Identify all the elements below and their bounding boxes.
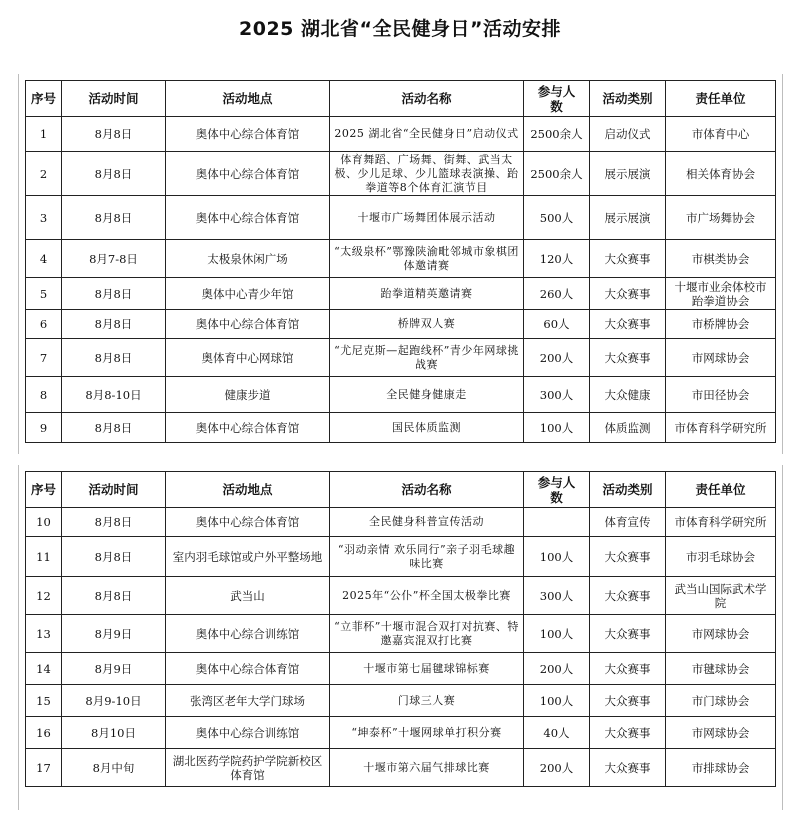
header-time: 活动时间 bbox=[62, 472, 166, 508]
cell-location: 奥体育中心网球馆 bbox=[166, 339, 330, 377]
table-row bbox=[26, 310, 776, 339]
header-activity-name: 活动名称 bbox=[330, 81, 524, 117]
cell-index: 16 bbox=[26, 717, 62, 749]
cell-index: 1 bbox=[26, 117, 62, 152]
table-row bbox=[26, 117, 776, 152]
cell-index: 10 bbox=[26, 508, 62, 537]
table-row bbox=[26, 615, 776, 653]
cell-participants bbox=[524, 508, 590, 537]
cell-participants: 300人 bbox=[524, 577, 590, 615]
header-participants: 参与人数 bbox=[524, 81, 590, 117]
header-location: 活动地点 bbox=[166, 81, 330, 117]
cell-category: 大众赛事 bbox=[590, 537, 666, 577]
cell-participants: 500人 bbox=[524, 196, 590, 240]
cell-activity-name: “坤泰杯”十堰网球单打积分赛 bbox=[330, 717, 524, 749]
cell-category: 体质监测 bbox=[590, 413, 666, 443]
cell-activity-name: 体育舞蹈、广场舞、街舞、武当太极、少儿足球、少儿篮球表演操、跆拳道等8个体育汇演节目 bbox=[330, 152, 524, 196]
cell-time: 8月8日 bbox=[62, 152, 166, 196]
cell-time: 8月8日 bbox=[62, 508, 166, 537]
cell-time: 8月9-10日 bbox=[62, 685, 166, 717]
table-row bbox=[26, 196, 776, 240]
cell-responsible-unit: 武当山国际武术学院 bbox=[666, 577, 776, 615]
table-row bbox=[26, 152, 776, 196]
table-row bbox=[26, 537, 776, 577]
cell-activity-name: “羽动亲情 欢乐同行”亲子羽毛球趣味比赛 bbox=[330, 537, 524, 577]
cell-index: 13 bbox=[26, 615, 62, 653]
cell-participants: 200人 bbox=[524, 339, 590, 377]
cell-time: 8月中旬 bbox=[62, 749, 166, 787]
cell-location: 奥体中心综合体育馆 bbox=[166, 310, 330, 339]
cell-time: 8月7-8日 bbox=[62, 240, 166, 278]
cell-participants: 100人 bbox=[524, 537, 590, 577]
cell-activity-name: 十堰市第六届气排球比赛 bbox=[330, 749, 524, 787]
cell-responsible-unit: 十堰市业余体校市跆拳道协会 bbox=[666, 278, 776, 310]
cell-activity-name: “太级泉杯”鄂豫陕渝毗邻城市象棋团体邀请赛 bbox=[330, 240, 524, 278]
cell-index: 4 bbox=[26, 240, 62, 278]
cell-activity-name: 跆拳道精英邀请赛 bbox=[330, 278, 524, 310]
cell-location: 湖北医药学院药护学院新校区体育馆 bbox=[166, 749, 330, 787]
table-row bbox=[26, 653, 776, 685]
cell-responsible-unit: 市网球协会 bbox=[666, 615, 776, 653]
cell-activity-name: 全民健身科普宣传活动 bbox=[330, 508, 524, 537]
cell-location: 奥体中心综合体育馆 bbox=[166, 196, 330, 240]
cell-participants: 2500余人 bbox=[524, 117, 590, 152]
table-row bbox=[26, 278, 776, 310]
cell-participants: 200人 bbox=[524, 653, 590, 685]
cell-participants: 260人 bbox=[524, 278, 590, 310]
cell-index: 2 bbox=[26, 152, 62, 196]
header-location: 活动地点 bbox=[166, 472, 330, 508]
cell-time: 8月8日 bbox=[62, 310, 166, 339]
schedule-panel-1 bbox=[18, 74, 783, 454]
cell-time: 8月8日 bbox=[62, 577, 166, 615]
cell-time: 8月9日 bbox=[62, 653, 166, 685]
cell-location: 奥体中心综合训练馆 bbox=[166, 717, 330, 749]
table-row bbox=[26, 749, 776, 787]
cell-time: 8月9日 bbox=[62, 615, 166, 653]
cell-activity-name: 全民健身健康走 bbox=[330, 377, 524, 413]
cell-index: 17 bbox=[26, 749, 62, 787]
table-header-row bbox=[26, 81, 776, 117]
cell-location: 奥体中心综合体育馆 bbox=[166, 653, 330, 685]
header-responsible-unit: 责任单位 bbox=[666, 472, 776, 508]
cell-participants: 300人 bbox=[524, 377, 590, 413]
cell-participants: 100人 bbox=[524, 413, 590, 443]
cell-location: 奥体中心综合体育馆 bbox=[166, 508, 330, 537]
cell-responsible-unit: 市广场舞协会 bbox=[666, 196, 776, 240]
cell-category: 大众赛事 bbox=[590, 278, 666, 310]
header-category: 活动类别 bbox=[590, 472, 666, 508]
cell-time: 8月8日 bbox=[62, 278, 166, 310]
cell-index: 11 bbox=[26, 537, 62, 577]
cell-location: 奥体中心综合体育馆 bbox=[166, 117, 330, 152]
cell-activity-name: 桥牌双人赛 bbox=[330, 310, 524, 339]
header-index: 序号 bbox=[26, 81, 62, 117]
cell-location: 奥体中心青少年馆 bbox=[166, 278, 330, 310]
cell-location: 室内羽毛球馆或户外平整场地 bbox=[166, 537, 330, 577]
table-row bbox=[26, 685, 776, 717]
cell-index: 12 bbox=[26, 577, 62, 615]
cell-index: 9 bbox=[26, 413, 62, 443]
schedule-table-1 bbox=[25, 80, 776, 443]
header-participants: 参与人数 bbox=[524, 472, 590, 508]
cell-activity-name: 国民体质监测 bbox=[330, 413, 524, 443]
table-row bbox=[26, 717, 776, 749]
cell-category: 大众健康 bbox=[590, 377, 666, 413]
cell-category: 大众赛事 bbox=[590, 577, 666, 615]
cell-location: 张湾区老年大学门球场 bbox=[166, 685, 330, 717]
cell-category: 体育宣传 bbox=[590, 508, 666, 537]
cell-participants: 100人 bbox=[524, 685, 590, 717]
cell-category: 展示展演 bbox=[590, 152, 666, 196]
header-time: 活动时间 bbox=[62, 81, 166, 117]
cell-participants: 100人 bbox=[524, 615, 590, 653]
cell-participants: 60人 bbox=[524, 310, 590, 339]
cell-location: 奥体中心综合训练馆 bbox=[166, 615, 330, 653]
cell-time: 8月10日 bbox=[62, 717, 166, 749]
cell-category: 大众赛事 bbox=[590, 749, 666, 787]
cell-responsible-unit: 市网球协会 bbox=[666, 717, 776, 749]
cell-category: 大众赛事 bbox=[590, 653, 666, 685]
table-row bbox=[26, 377, 776, 413]
cell-location: 太极泉休闲广场 bbox=[166, 240, 330, 278]
table-row bbox=[26, 413, 776, 443]
cell-responsible-unit: 市体育科学研究所 bbox=[666, 508, 776, 537]
cell-responsible-unit: 市羽毛球协会 bbox=[666, 537, 776, 577]
table-header-row bbox=[26, 472, 776, 508]
cell-activity-name: 门球三人赛 bbox=[330, 685, 524, 717]
cell-time: 8月8日 bbox=[62, 117, 166, 152]
table-row bbox=[26, 339, 776, 377]
header-category: 活动类别 bbox=[590, 81, 666, 117]
cell-activity-name: 十堰市广场舞团体展示活动 bbox=[330, 196, 524, 240]
page-title: 2025 湖北省“全民健身日”活动安排 bbox=[239, 18, 561, 40]
cell-category: 大众赛事 bbox=[590, 240, 666, 278]
cell-responsible-unit: 市棋类协会 bbox=[666, 240, 776, 278]
cell-category: 大众赛事 bbox=[590, 339, 666, 377]
cell-activity-name: 十堰市第七届毽球锦标赛 bbox=[330, 653, 524, 685]
table-row bbox=[26, 240, 776, 278]
cell-time: 8月8日 bbox=[62, 537, 166, 577]
cell-location: 奥体中心综合体育馆 bbox=[166, 152, 330, 196]
schedule-table-2 bbox=[25, 471, 776, 787]
cell-responsible-unit: 市体育科学研究所 bbox=[666, 413, 776, 443]
cell-index: 6 bbox=[26, 310, 62, 339]
cell-category: 大众赛事 bbox=[590, 310, 666, 339]
cell-responsible-unit: 相关体育协会 bbox=[666, 152, 776, 196]
cell-time: 8月8-10日 bbox=[62, 377, 166, 413]
cell-index: 15 bbox=[26, 685, 62, 717]
cell-activity-name: “尤尼克斯—起跑线杯”青少年网球挑战赛 bbox=[330, 339, 524, 377]
cell-category: 大众赛事 bbox=[590, 615, 666, 653]
cell-responsible-unit: 市排球协会 bbox=[666, 749, 776, 787]
cell-category: 大众赛事 bbox=[590, 717, 666, 749]
cell-index: 7 bbox=[26, 339, 62, 377]
header-responsible-unit: 责任单位 bbox=[666, 81, 776, 117]
cell-participants: 40人 bbox=[524, 717, 590, 749]
table-row bbox=[26, 508, 776, 537]
cell-responsible-unit: 市网球协会 bbox=[666, 339, 776, 377]
cell-activity-name: 2025年“公仆”杯全国太极拳比赛 bbox=[330, 577, 524, 615]
cell-participants: 200人 bbox=[524, 749, 590, 787]
cell-location: 健康步道 bbox=[166, 377, 330, 413]
cell-index: 14 bbox=[26, 653, 62, 685]
cell-index: 3 bbox=[26, 196, 62, 240]
cell-responsible-unit: 市桥牌协会 bbox=[666, 310, 776, 339]
cell-category: 大众赛事 bbox=[590, 685, 666, 717]
cell-location: 奥体中心综合体育馆 bbox=[166, 413, 330, 443]
cell-time: 8月8日 bbox=[62, 339, 166, 377]
cell-index: 5 bbox=[26, 278, 62, 310]
cell-responsible-unit: 市体育中心 bbox=[666, 117, 776, 152]
cell-responsible-unit: 市毽球协会 bbox=[666, 653, 776, 685]
cell-category: 启动仪式 bbox=[590, 117, 666, 152]
schedule-panel-2 bbox=[18, 465, 783, 810]
cell-category: 展示展演 bbox=[590, 196, 666, 240]
table-row bbox=[26, 577, 776, 615]
header-index: 序号 bbox=[26, 472, 62, 508]
cell-activity-name: “立菲杯”十堰市混合双打对抗赛、特邀嘉宾混双打比赛 bbox=[330, 615, 524, 653]
cell-time: 8月8日 bbox=[62, 196, 166, 240]
cell-participants: 2500余人 bbox=[524, 152, 590, 196]
cell-responsible-unit: 市田径协会 bbox=[666, 377, 776, 413]
header-activity-name: 活动名称 bbox=[330, 472, 524, 508]
cell-time: 8月8日 bbox=[62, 413, 166, 443]
cell-responsible-unit: 市门球协会 bbox=[666, 685, 776, 717]
cell-index: 8 bbox=[26, 377, 62, 413]
cell-location: 武当山 bbox=[166, 577, 330, 615]
cell-participants: 120人 bbox=[524, 240, 590, 278]
cell-activity-name: 2025 湖北省“全民健身日”启动仪式 bbox=[330, 117, 524, 152]
